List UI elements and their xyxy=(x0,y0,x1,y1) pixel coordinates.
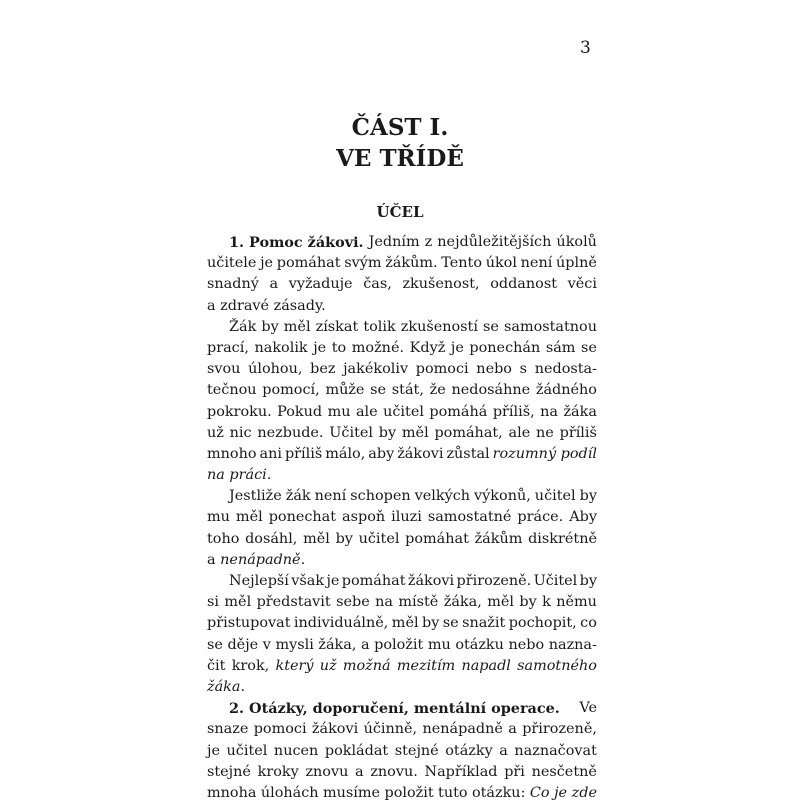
text-segment: kroky xyxy=(257,763,299,780)
text-segment: přistupovat xyxy=(207,615,291,632)
text-segment: s xyxy=(519,361,528,378)
text-segment: ale xyxy=(355,403,378,420)
text-segment: nucen xyxy=(273,742,319,759)
text-segment: je xyxy=(313,339,327,356)
text-segment: Když xyxy=(409,339,446,356)
text-line xyxy=(207,550,597,571)
text-segment: Co je zde xyxy=(529,784,597,801)
text-segment: svou xyxy=(207,361,241,378)
text-segment: je xyxy=(207,742,220,759)
text-segment: přirozeně. xyxy=(456,573,532,589)
text-segment: nebo xyxy=(476,361,512,378)
text-segment: žáka xyxy=(563,403,597,420)
text-segment: žáka xyxy=(207,678,241,695)
text-segment: pokroku. xyxy=(207,403,272,420)
text-segment: krok, xyxy=(231,657,270,674)
text-segment: přirozeně, xyxy=(522,721,597,738)
text-segment: pomáhat xyxy=(341,573,406,589)
text-segment: učitel xyxy=(534,488,576,505)
text-segment: se xyxy=(442,615,459,632)
text-segment: učitele xyxy=(207,255,257,272)
text-segment: příliš, xyxy=(492,403,535,420)
text-segment: získat xyxy=(315,318,359,335)
text-segment: . xyxy=(266,467,272,484)
text-segment: nedosáhne xyxy=(451,382,531,399)
text-segment: učitel xyxy=(358,530,400,547)
text-line xyxy=(207,444,597,465)
text-segment: v xyxy=(262,636,271,653)
text-segment: úkol xyxy=(485,255,517,272)
text-segment: se xyxy=(483,318,499,335)
text-segment: mu xyxy=(207,509,230,526)
part-title xyxy=(0,112,800,174)
text-segment: měl xyxy=(303,530,330,547)
text-line xyxy=(207,465,597,486)
text-segment: otázku: xyxy=(471,784,526,801)
section-title: ÚČEL xyxy=(376,203,424,221)
text-segment: zkušenost, xyxy=(402,276,480,293)
text-segment: sebe xyxy=(336,594,370,611)
text-segment: nic xyxy=(229,424,252,441)
text-line xyxy=(207,380,597,401)
text-segment: mu xyxy=(427,636,451,653)
text-line xyxy=(207,507,597,528)
text-segment: to xyxy=(331,339,347,356)
text-segment: je xyxy=(450,339,464,356)
text-line xyxy=(207,656,597,677)
text-segment: stejné xyxy=(394,742,439,759)
text-segment: dosáhl, xyxy=(245,530,298,547)
text-segment: možné. xyxy=(351,339,405,356)
text-segment: mezitím xyxy=(396,657,456,674)
text-line xyxy=(207,486,597,507)
text-segment: snažit xyxy=(462,615,506,632)
text-segment: aspoň xyxy=(342,509,386,526)
text-segment: položit xyxy=(384,784,434,801)
text-segment: oddanost xyxy=(490,276,557,293)
text-segment: pomoci xyxy=(253,721,307,738)
text-segment: nakolik xyxy=(254,339,308,356)
text-segment: otázky xyxy=(445,742,493,759)
text-segment: ale xyxy=(508,424,531,441)
text-segment: že xyxy=(429,382,446,399)
text-segment: Pokud xyxy=(277,403,323,420)
text-segment: stejné xyxy=(207,763,251,780)
text-segment: toho xyxy=(207,530,240,547)
text-line xyxy=(207,296,597,317)
text-segment: diskrétně xyxy=(528,530,597,547)
text-segment: otázku xyxy=(455,636,504,653)
text-segment: žáka, xyxy=(443,594,482,611)
text-line xyxy=(207,423,597,444)
text-line xyxy=(207,741,597,762)
text-segment: a zdravé zásady. xyxy=(207,297,326,314)
text-segment: je xyxy=(260,255,274,272)
text-segment: Učitel xyxy=(533,573,578,589)
text-segment: by xyxy=(519,594,537,611)
text-line xyxy=(207,783,597,804)
text-line xyxy=(207,719,597,740)
text-segment: na práci xyxy=(207,467,267,484)
text-segment: učitel xyxy=(383,403,424,420)
text-segment: a xyxy=(361,636,370,653)
text-segment: k xyxy=(542,594,551,611)
text-segment: by xyxy=(579,488,597,505)
text-segment: schopen xyxy=(350,488,411,505)
text-segment: žákovi xyxy=(397,445,444,462)
text-segment: se xyxy=(370,382,387,399)
text-segment: žákům. xyxy=(385,255,438,272)
page-number: 3 xyxy=(580,38,591,58)
text-line xyxy=(207,677,597,698)
text-segment: může xyxy=(325,382,365,399)
text-segment: příliš xyxy=(284,445,323,462)
text-segment: iluzi xyxy=(391,509,422,526)
text-line xyxy=(207,232,597,253)
text-segment: pomáhat xyxy=(276,255,341,272)
text-segment: učitel xyxy=(226,742,268,759)
text-line xyxy=(207,317,597,338)
text-segment: . xyxy=(300,551,306,568)
text-segment: Například xyxy=(424,763,498,780)
text-segment: prací, xyxy=(207,339,249,356)
text-segment: musíme xyxy=(323,784,381,801)
text-segment: a xyxy=(499,742,508,759)
text-segment: tolik xyxy=(363,318,396,335)
text-segment: pomoci xyxy=(415,361,469,378)
text-segment: snaze xyxy=(207,721,249,738)
text-segment: úkolů xyxy=(556,234,597,250)
text-segment: samotného xyxy=(517,657,597,674)
text-segment: výkonů, xyxy=(474,488,531,505)
text-segment: žádného xyxy=(535,382,597,399)
text-segment: bez xyxy=(310,361,336,378)
text-segment: mu xyxy=(327,403,351,420)
text-segment: na xyxy=(540,403,558,420)
text-segment: čit xyxy=(207,657,226,674)
text-line xyxy=(207,253,597,274)
text-segment: zkušeností xyxy=(400,318,478,335)
part-title-line-2: VE TŘÍDĚ xyxy=(336,145,464,172)
text-segment: ne xyxy=(536,424,554,441)
text-segment: měl xyxy=(487,594,514,611)
text-segment: tečnou xyxy=(207,382,257,399)
text-segment: mnoho xyxy=(207,445,257,462)
text-segment: a xyxy=(355,763,364,780)
text-segment: samostatné xyxy=(427,509,512,526)
text-segment: Aby xyxy=(569,509,597,526)
text-segment: pochopit, xyxy=(508,615,577,632)
text-segment: 1. Pomoc žákovi. xyxy=(229,234,364,251)
text-segment: jakékoliv xyxy=(343,361,409,378)
text-line xyxy=(207,529,597,550)
text-segment: nebo xyxy=(508,636,545,653)
text-segment: se xyxy=(581,339,597,356)
text-segment: svým xyxy=(344,255,382,272)
text-segment: Jedním xyxy=(368,234,420,250)
text-segment: by xyxy=(378,424,397,441)
text-segment: měl xyxy=(401,424,429,441)
text-line xyxy=(207,274,597,295)
text-segment: by xyxy=(335,530,353,547)
text-segment: úlohách xyxy=(260,784,319,801)
text-segment: však xyxy=(291,573,325,589)
text-segment: znovu xyxy=(305,763,349,780)
text-segment: . xyxy=(240,678,246,695)
text-segment: práce. xyxy=(517,509,564,526)
text-line xyxy=(207,571,597,592)
text-segment: znovu. xyxy=(370,763,418,780)
text-segment: Nejlepší xyxy=(229,573,289,589)
text-segment: Učitel xyxy=(329,424,373,441)
text-line xyxy=(207,698,597,719)
text-segment: děje xyxy=(227,636,259,653)
text-segment: už xyxy=(207,424,224,441)
text-segment: němu xyxy=(556,594,597,611)
text-segment: není xyxy=(520,255,553,272)
text-segment: a xyxy=(269,276,279,293)
text-segment: místě xyxy=(398,594,439,611)
text-segment: Tento xyxy=(441,255,482,272)
text-segment: ponechán xyxy=(469,339,541,356)
text-line xyxy=(207,338,597,359)
text-segment: pomáhat xyxy=(405,530,469,547)
text-segment: žákovi xyxy=(311,721,359,738)
text-line xyxy=(207,359,597,380)
text-segment: pomáhat, xyxy=(434,424,503,441)
text-segment: úlohou, xyxy=(248,361,303,378)
text-segment: příliš xyxy=(559,424,597,441)
text-line xyxy=(207,613,597,634)
text-segment: z xyxy=(424,234,433,250)
text-segment: nenápadně xyxy=(422,721,503,738)
text-segment: žák xyxy=(285,488,311,505)
text-segment: který xyxy=(275,657,314,674)
text-segment: žáka, xyxy=(318,636,357,653)
text-segment: tuto xyxy=(438,784,468,801)
text-segment: aby xyxy=(368,445,395,462)
text-segment: pomocí, xyxy=(262,382,320,399)
text-segment: na xyxy=(375,594,393,611)
text-segment: stát, xyxy=(391,382,424,399)
text-segment: možná xyxy=(342,657,391,674)
text-segment: nazna- xyxy=(548,636,597,653)
text-segment: pomáhá xyxy=(429,403,488,420)
text-segment: rozumný podíl xyxy=(492,445,597,462)
text-line xyxy=(207,762,597,783)
body-text xyxy=(207,232,597,804)
text-segment: zůstal xyxy=(446,445,490,462)
text-line xyxy=(207,402,597,423)
text-segment: by xyxy=(421,615,440,632)
text-segment: naznačovat xyxy=(514,742,597,759)
text-segment: nejdůležitějších xyxy=(437,234,552,250)
text-segment: ponechat xyxy=(268,509,337,526)
text-segment: představit xyxy=(256,594,331,611)
text-segment: sám xyxy=(545,339,576,356)
text-segment: položit xyxy=(374,636,424,653)
text-segment: nezbude. xyxy=(257,424,324,441)
text-line xyxy=(207,635,597,656)
text-segment: není xyxy=(314,488,347,505)
text-segment: pokládat xyxy=(324,742,389,759)
text-segment: úplně xyxy=(556,255,597,272)
text-segment: měl xyxy=(235,509,263,526)
text-segment: nenápadně xyxy=(220,551,301,568)
text-segment: by xyxy=(261,318,279,335)
text-segment: Ve xyxy=(579,700,597,717)
text-segment: ani xyxy=(259,445,282,462)
text-line xyxy=(207,592,597,613)
text-segment: mysli xyxy=(275,636,314,653)
text-segment: nedosta- xyxy=(534,361,597,378)
text-segment: nesčetně xyxy=(531,763,597,780)
text-segment: měl xyxy=(391,615,419,632)
text-segment: měl xyxy=(224,594,252,611)
text-segment: žákům xyxy=(474,530,523,547)
text-segment: co xyxy=(580,615,597,632)
text-segment: si xyxy=(207,594,219,611)
text-segment: účinně, xyxy=(363,721,418,738)
text-segment: věci xyxy=(567,276,597,293)
text-segment: napadl xyxy=(461,657,511,674)
text-segment: při xyxy=(504,763,525,780)
text-segment: žákovi xyxy=(407,573,455,589)
text-segment: a xyxy=(207,551,221,568)
text-segment: samostatnou xyxy=(503,318,597,335)
text-segment: se xyxy=(207,636,223,653)
text-segment: individuálně, xyxy=(293,615,389,632)
text-segment: Jestliže xyxy=(229,488,282,505)
text-segment: měl xyxy=(283,318,311,335)
text-segment: by xyxy=(579,573,597,589)
text-segment: a xyxy=(508,721,517,738)
text-segment: velkých xyxy=(414,488,471,505)
text-segment: vyžaduje xyxy=(288,276,353,293)
text-segment: mnoha xyxy=(207,784,257,801)
text-segment: Žák xyxy=(229,318,257,335)
text-segment: je xyxy=(326,573,340,589)
text-segment: už xyxy=(319,657,337,674)
text-segment: snadný xyxy=(207,276,259,293)
text-segment: 2. Otázky, doporučení, mentální operace. xyxy=(229,700,560,718)
part-title-line-1: ČÁST I. xyxy=(351,114,449,141)
text-segment: málo, xyxy=(325,445,366,462)
text-segment: čas, xyxy=(363,276,392,293)
